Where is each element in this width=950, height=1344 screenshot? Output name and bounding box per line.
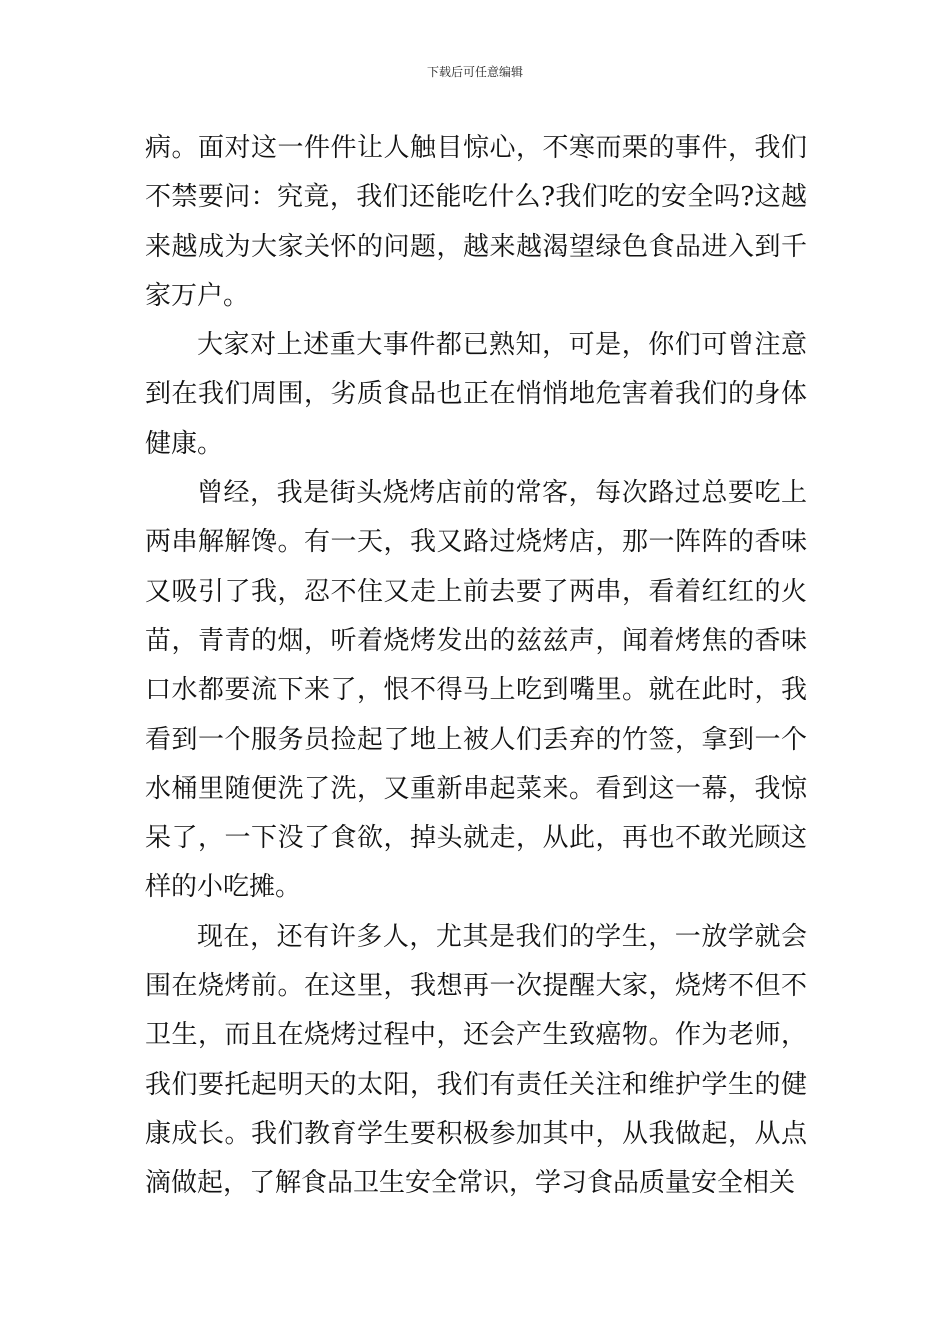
paragraph-continuation: 病。面对这一件件让人触目惊心，不寒而栗的事件，我们不禁要问：究竟，我们还能吃什么?我们吃的安全吗?这越来越成为大家关怀的问题，越来越渴望绿色食品进入到千家万户。 [145,133,807,311]
paragraph: 曾经，我是街头烧烤店前的常客，每次路过总要吃上两串解解馋。有一天，我又路过烧烤店，那一阵阵的香味又吸引了我，忍不住又走上前去要了两串，看着红红的火苗，青青的烟，听着烧烤发出的兹兹声，闻着烤焦的香味口水都要流下来了，恨不得马上吃到嘴里。就在此时，我看到一个服务员捡起了地上被人们丢弃的竹签，拿到一个水桶里随便洗了洗，又重新串起菜来。看到这一幕，我惊呆了，一下没了食欲，掉头就走，从此，再也不敢光顾这样的小吃摊。 [145,478,807,903]
page-header-note: 下载后可任意编辑 [426,65,523,79]
paragraph: 大家对上述重大事件都已熟知，可是，你们可曾注意到在我们周围，劣质食品也正在悄悄地危害着我们的身体健康。 [145,330,807,459]
paragraph: 现在，还有许多人，尤其是我们的学生，一放学就会围在烧烤前。在这里，我想再一次提醒大家，烧烤不但不卫生，而且在烧烤过程中，还会产生致癌物。作为老师，我们要托起明天的太阳，我们有责任关注和维护学生的健康成长。我们教育学生要积极参加其中，从我做起，从点滴做起，了解食品卫生安全常识，学习食品质量安全相关 [145,921,807,1199]
document-body [145,124,807,1209]
